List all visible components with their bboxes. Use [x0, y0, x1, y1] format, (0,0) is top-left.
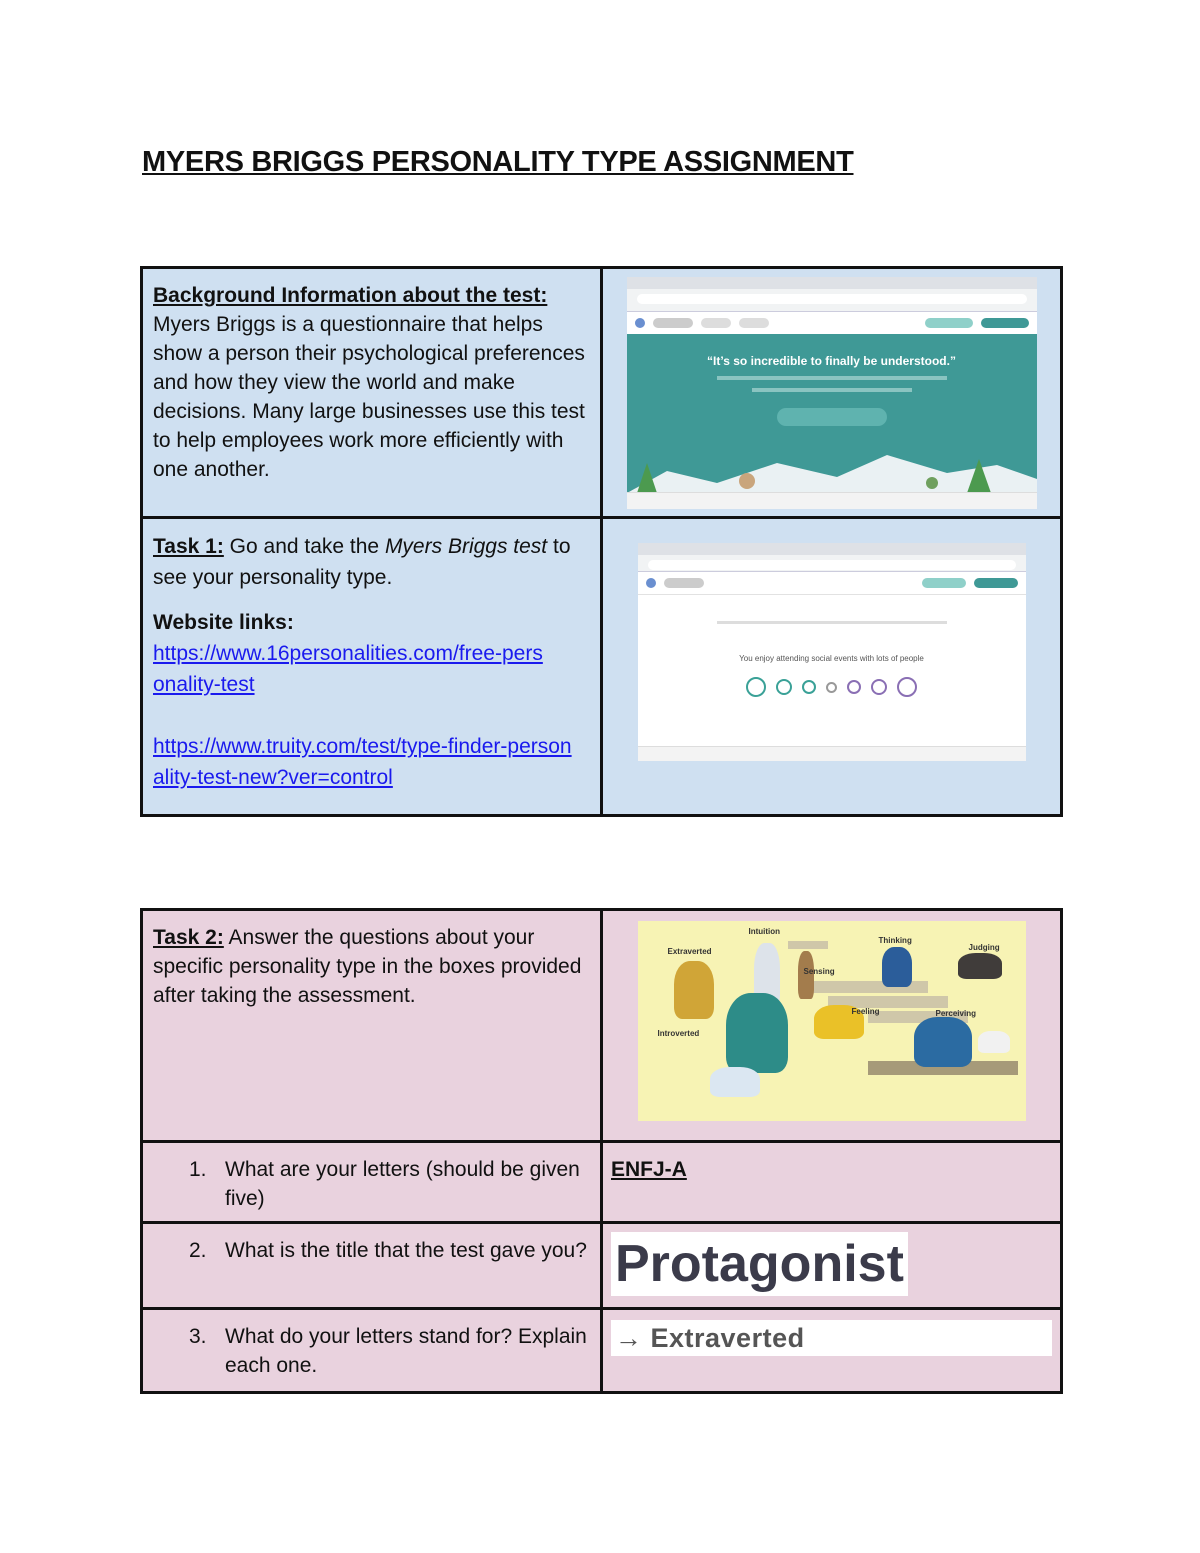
screenshot-cell-1 — [602, 268, 1062, 518]
answer-scale — [638, 677, 1026, 697]
question-1-number: 1. — [189, 1158, 207, 1181]
site-navbar — [627, 312, 1037, 335]
illustration-cell — [602, 910, 1062, 1142]
document-title: MYERS BRIGGS PERSONALITY TYPE ASSIGNMENT — [142, 146, 854, 178]
screenshot-cell-2 — [602, 518, 1062, 816]
task1-emphasis: Myers Briggs test — [384, 535, 548, 558]
answer-2-cell — [602, 1223, 1062, 1309]
question-3-number: 3. — [189, 1325, 207, 1348]
question-1-text: What are your letters (should be given five) — [225, 1158, 580, 1210]
link-truity[interactable]: https://www.truity.com/test/type-finder-personality-test-new?ver=control — [153, 735, 572, 789]
task1-text-before: Go and take the — [223, 535, 385, 558]
label-extraverted: Extraverted — [667, 947, 712, 956]
label-intuition: Intuition — [748, 927, 781, 936]
link-16personalities[interactable]: https://www.16personalities.com/free-personality-test — [153, 642, 543, 696]
task1-label: Task 1: — [153, 535, 224, 558]
question-2-cell — [142, 1223, 602, 1309]
task2-table — [140, 908, 1063, 1394]
site-logo-icon — [635, 318, 645, 328]
answer-2-value: Protagonist — [611, 1232, 908, 1296]
question-2-number: 2. — [189, 1239, 207, 1262]
hero-banner — [627, 334, 1037, 493]
site-logo-icon-2 — [646, 578, 656, 588]
background-label: Background Information about the test: — [153, 284, 548, 307]
label-thinking: Thinking — [878, 936, 912, 945]
os-taskbar — [627, 492, 1037, 509]
personality-traits-illustration — [638, 921, 1026, 1121]
website-screenshot-test — [638, 543, 1026, 761]
hero-headline: “It’s so incredible to finally be understood.” — [707, 354, 956, 368]
background-cell — [142, 268, 602, 518]
browser-chrome — [627, 277, 1037, 312]
task1-cell — [142, 518, 602, 816]
answer-3-cell — [602, 1309, 1062, 1393]
question-3-text: What do your letters stand for? Explain each one. — [225, 1325, 587, 1377]
website-screenshot-16personalities — [627, 277, 1037, 509]
label-judging: Judging — [968, 943, 1000, 952]
test-question: You enjoy attending social events with lots of people — [739, 654, 924, 663]
answer-1-cell — [602, 1142, 1062, 1223]
label-sensing: Sensing — [803, 967, 835, 976]
task2-label: Task 2: — [153, 926, 224, 949]
task2-cell — [142, 910, 602, 1142]
take-test-button — [777, 408, 887, 426]
label-feeling: Feeling — [851, 1007, 880, 1016]
question-1-cell — [142, 1142, 602, 1223]
intro-table — [140, 266, 1063, 817]
answer-1-value: ENFJ-A — [611, 1158, 687, 1181]
label-perceiving: Perceiving — [935, 1009, 976, 1018]
label-introverted: Introverted — [657, 1029, 700, 1038]
mountains-illustration — [627, 443, 1037, 493]
links-label: Website links: — [153, 611, 294, 634]
background-text: Myers Briggs is a questionnaire that helps show a person their psychological preferences and how they view the world and make decisions. Many large businesses use this test to help employees work more efficiently with one another. — [153, 313, 585, 481]
answer-3-value: → Extraverted — [611, 1320, 1052, 1356]
question-3-cell — [142, 1309, 602, 1393]
question-2-text: What is the title that the test gave you? — [225, 1239, 587, 1262]
task1-text-after: to see your personality type. — [153, 535, 571, 589]
task2-text: Answer the questions about your specific personality type in the boxes provided after taking the assessment. — [153, 926, 582, 1007]
